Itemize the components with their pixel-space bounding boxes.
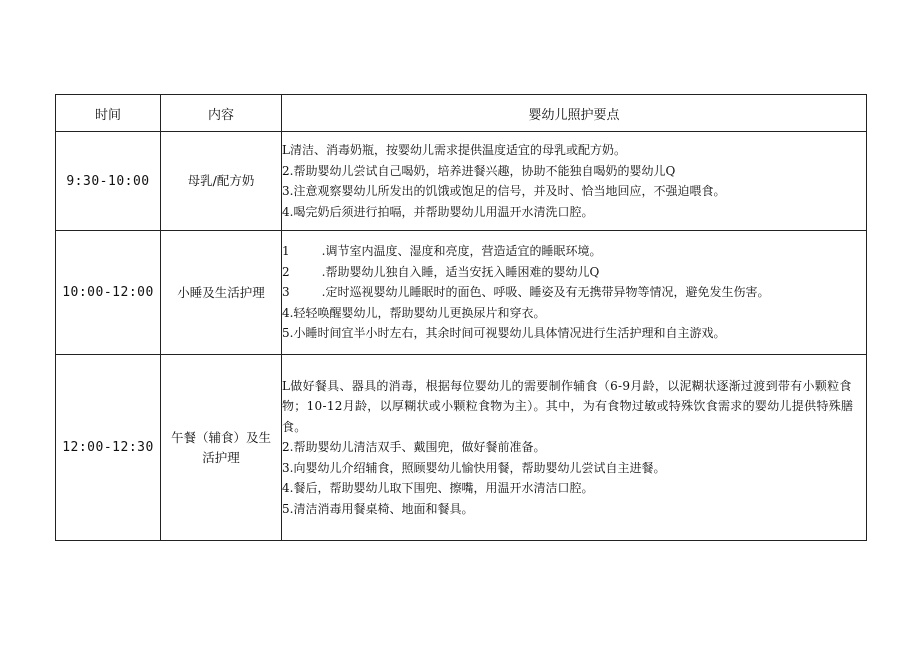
care-points-cell — [282, 355, 867, 541]
table-row — [56, 231, 867, 355]
header-row — [56, 95, 867, 132]
table-row — [56, 132, 867, 231]
time-cell: 12:00-12:30 — [56, 355, 161, 541]
care-points-cell — [282, 231, 867, 355]
care-point: 3.注意观察婴幼儿所发出的饥饿或饱足的信号，并及时、恰当地回应，不强迫喂食。 — [282, 184, 726, 198]
care-point: 2 .帮助婴幼儿独自入睡，适当安抚入睡困难的婴幼儿Q — [282, 264, 600, 279]
time-cell: 9:30-10:00 — [56, 132, 161, 231]
care-point: 4.餐后，帮助婴幼儿取下围兜、擦嘴，用温开水清洁口腔。 — [282, 481, 594, 496]
content-line: 午餐（辅食）及生 — [170, 429, 271, 445]
care-point: 2.帮助婴幼儿尝试自己喝奶，培养进餐兴趣，协助不能独自喝奶的婴幼儿Q — [282, 163, 676, 178]
care-point: 3 .定时巡视婴幼儿睡眠时的面色、呼吸、睡姿及有无携带异物等情况，避免发生伤害。 — [282, 285, 770, 300]
header-content: 内容 — [161, 95, 282, 132]
header-care-points: 婴幼儿照护要点 — [282, 95, 867, 132]
care-point: L清洁、消毒奶瓶，按婴幼儿需求提供温度适宜的母乳或配方奶。 — [282, 143, 626, 157]
care-point: 5.小睡时间宜半小时左右，其余时间可视婴幼儿具体情况进行生活护理和自主游戏。 — [282, 326, 726, 341]
care-point: 1 .调节室内温度、湿度和亮度，营造适宜的睡眠环境。 — [282, 244, 602, 259]
table-row — [56, 355, 867, 541]
care-point: 2.帮助婴幼儿清洁双手、戴围兜，做好餐前准备。 — [282, 440, 546, 455]
care-point: 3.向婴幼儿介绍辅食，照顾婴幼儿愉快用餐，帮助婴幼儿尝试自主进餐。 — [282, 460, 666, 475]
care-schedule-table — [55, 94, 867, 541]
care-point: 5.清洁消毒用餐桌椅、地面和餐具。 — [282, 501, 474, 516]
time-cell: 10:00-12:00 — [56, 231, 161, 355]
content-cell: 母乳/配方奶 — [161, 132, 282, 231]
care-points-cell — [282, 132, 867, 231]
content-cell — [161, 355, 282, 541]
care-point: L做好餐具、器具的消毒，根据每位婴幼儿的需要制作辅食（6-9月龄，以泥糊状逐渐过渡到带有小颗粒食物；10-12月龄，以厚糊状或小颗粒食物为主）。其中，为有食物过敏或特殊饮食需求的婴幼儿提供特殊膳食。 — [282, 378, 854, 434]
care-point: 4.喝完奶后须进行拍嗝，并帮助婴幼儿用温开水清洗口腔。 — [282, 204, 594, 219]
content-cell: 小睡及生活护理 — [161, 231, 282, 355]
content-line: 活护理 — [202, 449, 240, 465]
care-point: 4.轻轻唤醒婴幼儿，帮助婴幼儿更换尿片和穿衣。 — [282, 305, 546, 320]
header-time: 时间 — [56, 95, 161, 132]
